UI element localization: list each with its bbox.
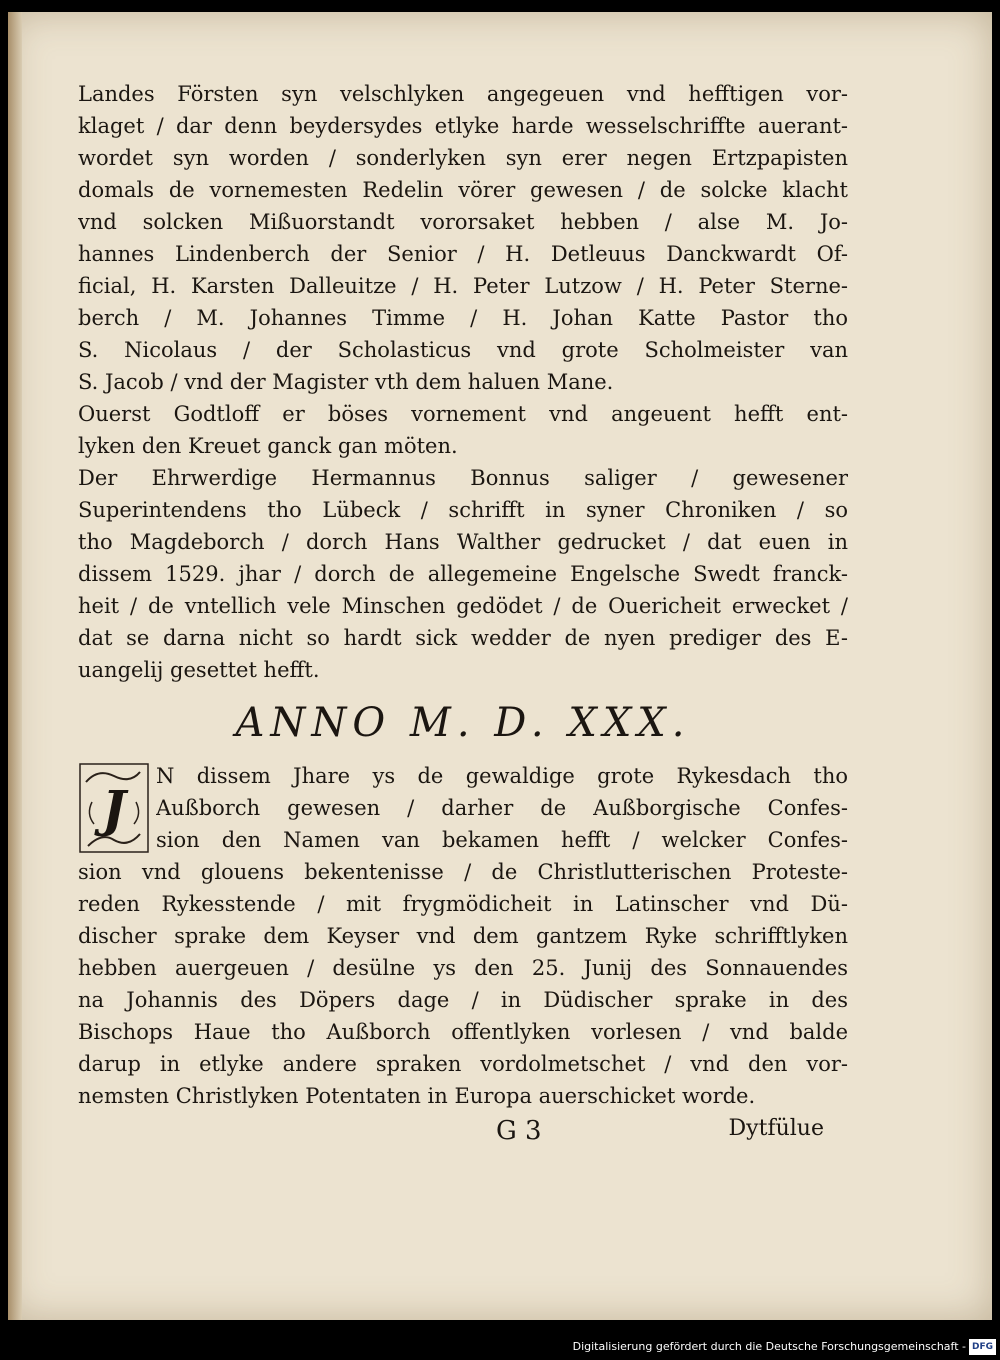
text-line: dat se darna nicht so hardt sick wedder de nyen prediger des E- <box>78 626 848 650</box>
text-line: Bischops Haue tho Außborch offentlyken vorlesen / vnd balde <box>78 1020 848 1044</box>
text-line: Superintendens tho Lübeck / schrifft in syner Chroniken / so <box>78 498 848 522</box>
catchword: Dytfülue <box>728 1116 824 1141</box>
text-line: Außborch gewesen / darher de Außborgische Confes- <box>156 796 848 820</box>
initial-letter: J <box>102 779 126 838</box>
text-line: hebben auergeuen / desülne ys den 25. Junij des Sonnauendes <box>78 956 848 980</box>
text-line: Ouerst Godtloff er böses vornement vnd angeuent hefft ent- <box>78 402 848 426</box>
text-line: Landes Försten syn velschlyken angegeuen vnd hefftigen vor- <box>78 82 848 106</box>
initial-ornament-icon <box>78 762 150 854</box>
digitization-credit: Digitalisierung gefördert durch die Deutsche Forschungsgemeinschaft - <box>572 1340 966 1353</box>
paragraph-godtloff <box>78 398 848 462</box>
signature-mark: G 3 <box>496 1116 542 1146</box>
text-line: reden Rykesstende / mit frygmödicheit in Latinscher vnd Dü- <box>78 892 848 916</box>
text-line: uangelij gesettet hefft. <box>78 658 320 682</box>
text-line: dissem 1529. jhar / dorch de allegemeine Engelsche Swedt franck- <box>78 562 848 586</box>
credit-bar <box>0 1336 1000 1360</box>
text-line: heit / de vntellich vele Minschen gedödet / de Ouericheit erwecket / <box>78 594 848 618</box>
text-line: sion vnd glouens bekentenisse / de Christlutterischen Proteste- <box>78 860 848 884</box>
text-line: klaget / dar denn beydersydes etlyke harde wesselschriffte auerant- <box>78 114 848 138</box>
text-line: na Johannis des Döpers dage / in Düdischer sprake in des <box>78 988 848 1012</box>
text-line: darup in etlyke andere spraken vordolmetschet / vnd den vor- <box>78 1052 848 1076</box>
page-footer <box>78 1116 848 1156</box>
text-line: lyken den Kreuet ganck gan möten. <box>78 434 458 458</box>
text-line: S. Jacob / vnd der Magister vth dem haluen Mane. <box>78 370 614 394</box>
text-line: vnd solcken Mißuorstandt vororsaket hebben / alse M. Jo- <box>78 210 848 234</box>
text-line: tho Magdeborch / dorch Hans Walther gedrucket / dat euen in <box>78 530 848 554</box>
text-line: S. Nicolaus / der Scholasticus vnd grote Scholmeister van <box>78 338 848 362</box>
text-line: N dissem Jhare ys de gewaldige grote Rykesdach tho <box>156 764 848 788</box>
text-line: ficial, H. Karsten Dalleuitze / H. Peter Lutzow / H. Peter Sterne- <box>78 274 848 298</box>
text-line: nemsten Christlyken Potentaten in Europa auerschicket worde. <box>78 1084 756 1108</box>
paragraph-bonnus <box>78 462 848 686</box>
paragraph-anno <box>78 760 848 1112</box>
page-gutter <box>8 12 22 1320</box>
text-line: hannes Lindenberch der Senior / H. Detleuus Danckwardt Of- <box>78 242 848 266</box>
dfg-logo-icon: DFG <box>969 1339 996 1355</box>
text-line: domals de vornemesten Redelin vörer gewesen / de solcke klacht <box>78 178 848 202</box>
text-line: berch / M. Johannes Timme / H. Johan Katte Pastor tho <box>78 306 848 330</box>
text-line: sion den Namen van bekamen hefft / welcker Confes- <box>156 828 848 852</box>
text-line: Der Ehrwerdige Hermannus Bonnus saliger / gewesener <box>78 466 848 490</box>
section-heading: ANNO M. D. XXX. <box>235 700 691 746</box>
text-line: wordet syn worden / sonderlyken syn erer negen Ertzpapisten <box>78 146 848 170</box>
decorated-initial <box>78 762 150 854</box>
paragraph-intro <box>78 78 848 398</box>
page-text-block <box>78 78 848 1156</box>
text-line: discher sprake dem Keyser vnd dem gantzem Ryke schrifftlyken <box>78 924 848 948</box>
book-page <box>8 12 992 1320</box>
